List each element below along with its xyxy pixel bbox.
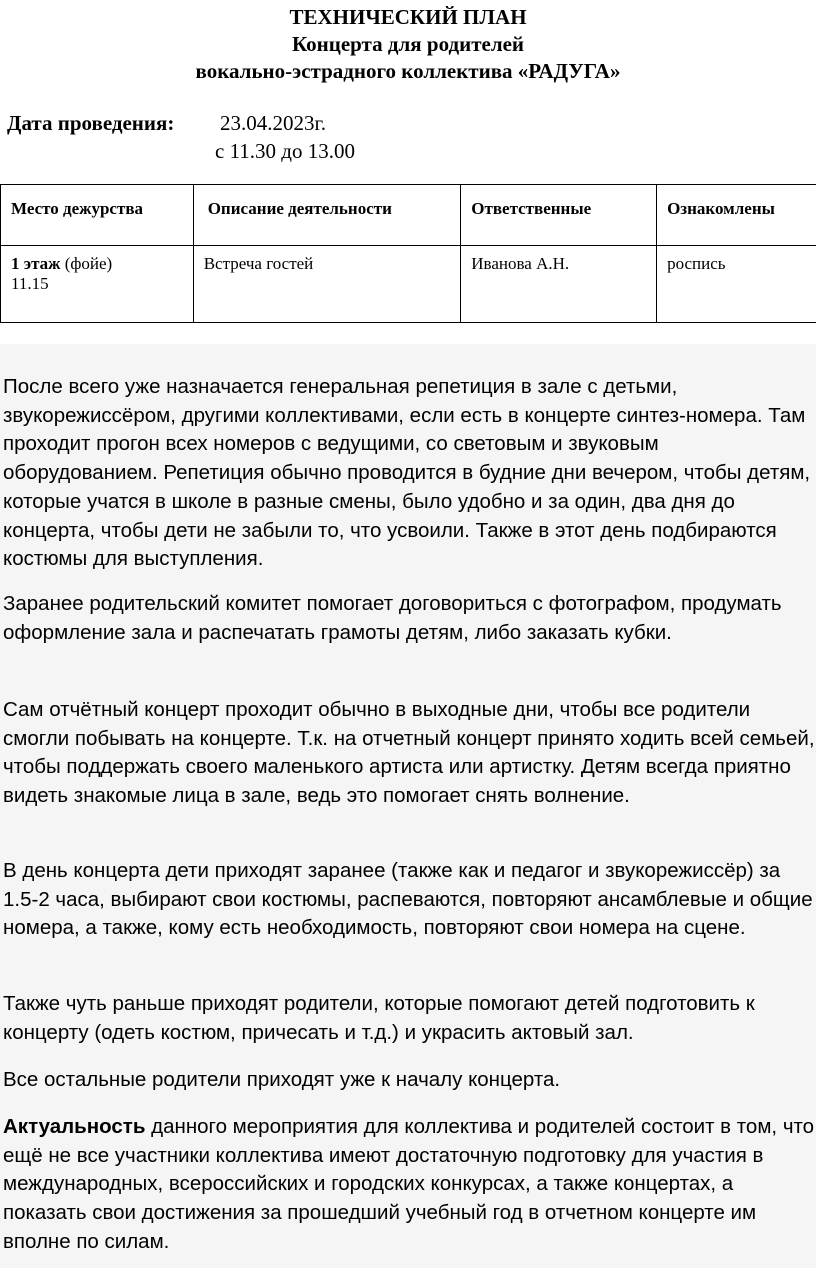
place-detail: (фойе) — [60, 254, 113, 273]
relevance-paragraph — [3, 1113, 815, 1257]
paragraph: В день концерта дети приходят заранее (также как и педагог и звукорежиссёр) за 1.5-2 часа, выбирают свои костюмы, распеваются, повторяют ансамблевые и общие номера, а также, кому есть необходимость, повторяют свои номера на сцене. — [3, 859, 813, 940]
paragraph: Также чуть раньше приходят родители, которые помогают детей подготовить к концерту (одеть костюм, причесать и т.д.) и украсить актовый зал. — [3, 992, 755, 1044]
paragraph: После всего уже назначается генеральная репетиция в зале с детьми, звукорежиссёром, другими коллективами, если есть в концерте синтез-номера. Там проходит прогон всех номеров с ведущими, со световым и звуковым оборудованием. Репетиция обычно проводится в будние дни вечером, чтобы детям, которые учатся в школе в разные смены, было удобно и за один, два дня до концерта, чтобы дети не забыли то, что усвоили. Также в этот день подбираются костюмы для выступления. — [3, 375, 811, 571]
column-header: Ознакомлены — [657, 185, 816, 246]
column-header: Место дежурства — [1, 185, 194, 246]
date-label: Дата проведения: — [7, 111, 175, 135]
document-subtitle: Концерта для родителей — [291, 32, 525, 56]
document-title: ТЕХНИЧЕСКИЙ ПЛАН — [289, 5, 527, 29]
duty-table — [0, 184, 816, 323]
table-header-row — [1, 185, 816, 246]
paragraph: Сам отчётный концерт проходит обычно в выходные дни, чтобы все родители смогли побывать на концерте. Т.к. на отчетный концерт принято ходить всей семьей, чтобы поддержать своего маленького артиста или артистку. Детям всегда приятно видеть знакомые лица в зале, ведь это помогает снять волнение. — [3, 698, 815, 808]
time-value: с 11.30 до 13.00 — [215, 139, 355, 163]
column-header: Описание деятельности — [193, 185, 461, 246]
relevance-text: данного мероприятия для коллектива и родителей состоит в том, что ещё не все участники коллектива имеют достаточную подготовку для участия в международных, всероссийских и городских конкурсах, а также концертах, а показать свои достижения за прошедший учебный год в отчетном концерте им вполне по силам. — [3, 1115, 815, 1253]
place-cell — [1, 246, 194, 323]
date-value: 23.04.2023г. — [220, 111, 326, 135]
relevance-heading: Актуальность — [3, 1115, 146, 1138]
paragraph: Все остальные родители приходят уже к началу концерта. — [3, 1068, 561, 1091]
document-subtitle-collective: вокально-эстрадного коллектива «РАДУГА» — [195, 59, 621, 83]
responsible-cell: Иванова А.Н. — [461, 246, 657, 323]
activity-cell: Встреча гостей — [193, 246, 461, 323]
place-time: 11.15 — [11, 274, 49, 293]
column-header: Ответственные — [461, 185, 657, 246]
paragraph: Заранее родительский комитет помогает договориться с фотографом, продумать оформление зала и распечатать грамоты детям, либо заказать кубки. — [3, 592, 782, 644]
place-floor: 1 этаж — [11, 254, 61, 273]
acknowledged-cell: роспись — [657, 246, 816, 323]
table-row — [1, 246, 816, 323]
